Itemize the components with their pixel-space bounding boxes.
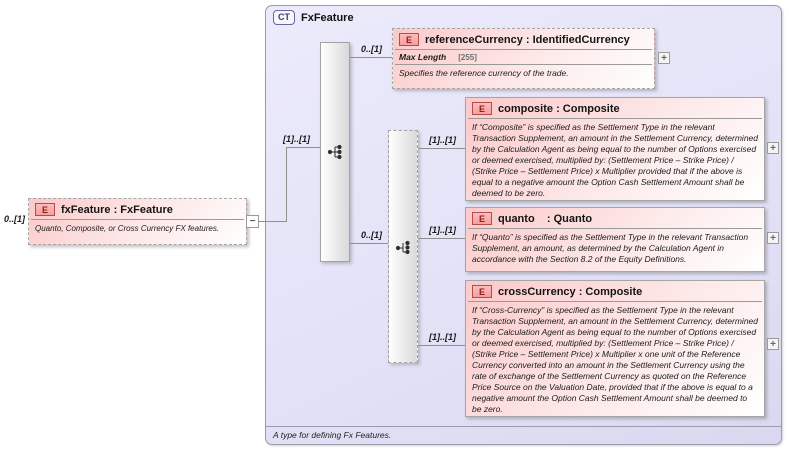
cross-currency-element-box[interactable] [465,280,765,417]
expand-button[interactable]: + [767,338,779,350]
connector-line [418,148,465,149]
element-icon: E [472,285,492,298]
facet-row [395,50,652,65]
sequence-compositor-bar [320,42,350,262]
facet-name: Max Length [399,52,447,62]
element-name: quanto : Quanto [498,212,593,225]
element-icon: E [35,203,55,216]
cardinality-label-reference-currency: 0..[1] [361,44,383,54]
connector-line [259,221,287,222]
expand-button[interactable]: + [767,142,779,154]
facet-value: [255] [458,53,477,62]
cardinality-label-choice: 0..[1] [361,230,383,240]
element-description: Specifies the reference currency of the trade. [399,68,569,78]
complex-type-header [273,10,354,25]
choice-compositor-bar [388,130,418,363]
quanto-element-box[interactable] [465,207,765,272]
expand-button[interactable]: + [658,52,670,64]
connector-line [350,57,392,58]
expand-button[interactable]: + [767,232,779,244]
choice-icon [395,239,412,255]
element-name: fxFeature : FxFeature [61,203,173,216]
connector-line [418,238,465,239]
cardinality-label-quanto: [1]..[1] [429,225,456,235]
element-header [395,29,652,50]
connector-line [350,243,388,244]
element-description: If “Composite” is specified as the Settlement Type in the relevant Transaction Supplement, an amount in the Settlement Currency, determined by the Calculation Agent as being equal to the number of Options exercised or deemed exercised, multiplied by: (Settlement Price – Strike Price) / (Strike Price – Settlement Price) x Multiplier provided that if the above is equal to a negative amount the Option Cash Settlement Amount shall be deemed to be zero. [472,122,759,198]
complex-type-title: FxFeature [301,11,354,24]
element-name: referenceCurrency : IdentifiedCurrency [425,33,630,46]
cardinality-label-cross-currency: [1]..[1] [429,332,456,342]
connector-line [418,345,465,346]
type-annotation-footer: A type for defining Fx Features. [266,426,781,444]
element-name: crossCurrency : Composite [498,285,643,298]
reference-currency-element-box[interactable] [392,28,655,89]
sequence-icon [327,144,344,160]
element-header [468,208,762,229]
element-icon: E [472,102,492,115]
element-description: If “Cross-Currency” is specified as the Settlement Type in the relevant Transaction Supplement, an amount in the Settlement Currency, determined by the Calculation Agent as being equal to the number of Options exercised or deemed exercised, multiplied by: (Settlement Price – Strike Price) / (Strike Price – Settlement Price) x Multiplier x one unit of the Reference Currency converted into an amount in the Settlement Currency using the rate of exchange of the Settlement Currency as quoted on the Reference Price Source on the Valuation Date, provided that if the above is equal to a negative amount the Option Cash Settlement Amount shall be deemed to be zero. [472,305,759,414]
element-header [468,98,762,119]
fx-feature-element-box[interactable] [28,198,247,245]
element-description: If “Quanto” is specified as the Settlement Type in the relevant Transaction Supplement, an amount, as determined by the Calculation Agent in accordance with the Section 8.2 of the Equity Definitions. [472,232,749,264]
element-icon: E [472,212,492,225]
complex-type-icon: CT [273,10,295,25]
cardinality-label-composite: [1]..[1] [429,135,456,145]
cardinality-label-fx-feature: 0..[1] [4,214,26,224]
element-header [468,281,762,302]
element-description: Quanto, Composite, or Cross Currency FX features. [35,224,220,233]
fx-feature-element-header [31,199,244,220]
element-name: composite : Composite [498,102,620,115]
connector-line [286,147,320,148]
collapse-button[interactable]: − [246,215,259,228]
cardinality-label-sequence: [1]..[1] [283,134,310,144]
composite-element-box[interactable] [465,97,765,201]
element-icon: E [399,33,419,46]
connector-line [286,147,287,222]
